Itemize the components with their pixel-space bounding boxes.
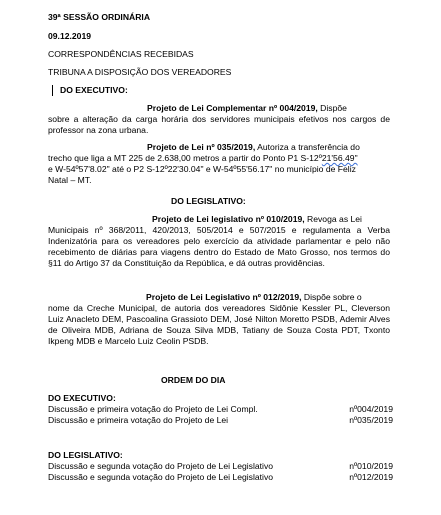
ordem-row-text: Discussão e segunda votação do Projeto de Lei Legislativo bbox=[48, 461, 274, 471]
executivo-item2-text-line1: Autoriza a transferência do bbox=[255, 142, 360, 152]
legislativo-item1-firstline bbox=[152, 214, 362, 225]
ordem-executivo-row bbox=[48, 404, 393, 415]
ordem-row-text: Discussão e segunda votação do Projeto de Lei Legislativo bbox=[48, 472, 274, 482]
executivo-item2-text-line2a: trecho que liga a MT 225 de 2.638,00 metros a partir do Ponto P1 S-12º bbox=[48, 153, 322, 163]
executivo-item2-text-line2b: 21'56.49" bbox=[321, 153, 358, 163]
ordem-executivo-row bbox=[48, 415, 393, 426]
legislativo-item2-body: nome da Creche Municipal, de autoria dos vereadores Sidônie Kessler PL, Cleverson Luiz Anacleto DEM, Pascoalina Grassioto DEM, José Nilton Moretto PSDB, Ademir Alves de Oliveira MDB, Adriana de Souza Silva MDB, Tatiany de Souza Costa PDT, Txonto Ikpeng MDB e Marcelo Luiz Ceolin PSDB. bbox=[48, 303, 390, 346]
correspondence-heading: CORRESPONDÊNCIAS RECEBIDAS bbox=[48, 49, 194, 59]
ordem-legislativo-row bbox=[48, 472, 393, 483]
executivo-item2-firstline bbox=[147, 142, 360, 153]
ordem-row-number: nº004/2019 bbox=[349, 404, 393, 414]
ordem-legislativo-row bbox=[48, 461, 393, 472]
legislativo-item1-text-line1: Revoga as Lei bbox=[304, 214, 362, 224]
ordem-do-dia-title: ORDEM DO DIA bbox=[161, 375, 226, 385]
session-title: 39ª SESSÃO ORDINÁRIA bbox=[48, 12, 151, 22]
executivo-item2-line3: e W-54º57'8.02" até o P2 S-12º22'30.04" e W-54º55'56.17" no município de Feliz bbox=[48, 164, 356, 174]
legislativo-item2-text-line1: Dispõe sobre o bbox=[301, 292, 362, 302]
ordem-row-text: Discussão e primeira votação do Projeto de Lei bbox=[48, 415, 229, 425]
ordem-executivo-heading: DO EXECUTIVO: bbox=[48, 393, 116, 403]
ordem-row-number: nº035/2019 bbox=[349, 415, 393, 425]
ordem-row-text: Discussão e primeira votação do Projeto de Lei Compl. bbox=[48, 404, 258, 414]
legislativo-item1-body: Municipais nº 368/2011, 420/2013, 505/2014 e 507/2015 e regulamenta a Verba Indenizatória para os vereadores pelo exercício da atividade parlamentar e pelo não recebimento de diárias para viagens dentro do Estado de Mato Grosso, nos termos do §11 do Artigo 37 da Constituição da República, e dá outras providências. bbox=[48, 225, 390, 268]
executivo-item2-line2 bbox=[48, 153, 358, 164]
ordem-legislativo-heading: DO LEGISLATIVO: bbox=[48, 450, 123, 460]
legislativo-heading: DO LEGISLATIVO: bbox=[171, 196, 246, 206]
legislativo-item1-title: Projeto de Lei legislativo nº 010/2019, bbox=[152, 214, 305, 224]
legislativo-item2-title: Projeto de Lei Legislativo nº 012/2019, bbox=[146, 292, 302, 302]
executivo-item1-firstline bbox=[147, 103, 347, 114]
ordem-row-number: nº012/2019 bbox=[349, 472, 393, 482]
executivo-heading: DO EXECUTIVO: bbox=[60, 85, 128, 95]
executivo-item2-title: Projeto de Lei nº 035/2019, bbox=[147, 142, 256, 152]
ordem-row-number: nº010/2019 bbox=[349, 461, 393, 471]
executivo-item2-line4: Natal – MT. bbox=[48, 175, 92, 185]
legislativo-item2-firstline bbox=[146, 292, 362, 303]
tribune-heading: TRIBUNA A DISPOSIÇÃO DOS VEREADORES bbox=[48, 67, 232, 77]
executivo-item1-body: sobre a alteração da carga horária dos servidores municipais efetivos nos cargos de professor na zona urbana. bbox=[48, 114, 390, 135]
session-date: 09.12.2019 bbox=[48, 31, 92, 41]
executivo-item1-text-line1: Dispõe bbox=[317, 103, 347, 113]
text-cursor bbox=[52, 85, 53, 96]
executivo-item1-title: Projeto de Lei Complementar nº 004/2019, bbox=[147, 103, 318, 113]
